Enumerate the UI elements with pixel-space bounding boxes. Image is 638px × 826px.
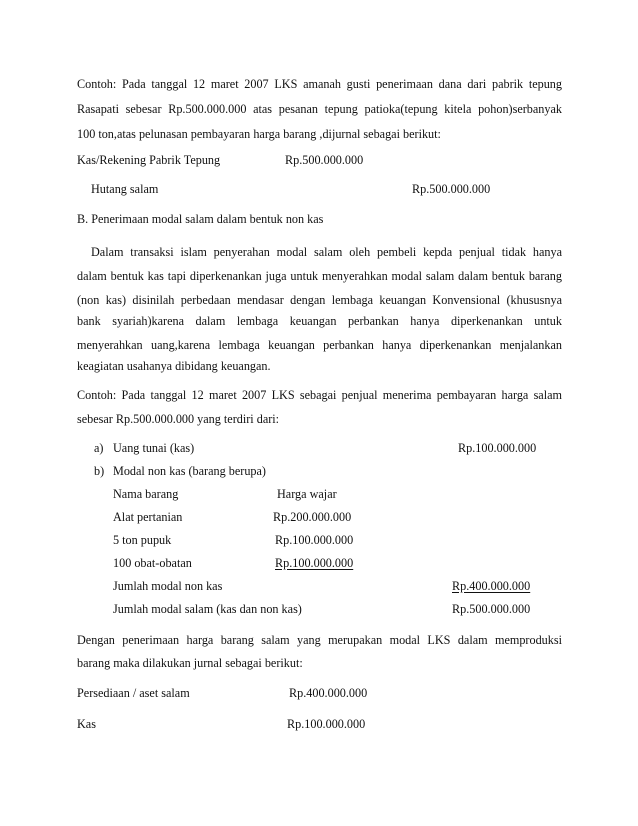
item-b-text: Modal non kas (barang berupa) <box>113 464 266 478</box>
total-salam-label: Jumlah modal salam (kas dan non kas) <box>113 602 302 616</box>
section-b-para-line: dalam bentuk kas tapi diperkenankan juga untuk menyerahkan modal salam dalam bentuk barang <box>77 269 562 283</box>
closing-line1: Dengan penerimaan harga barang salam yang merupakan modal LKS dalam memproduksi <box>77 633 562 647</box>
goods-row-value: Rp.200.000.000 <box>273 510 352 524</box>
item-a-label: a) <box>94 441 104 455</box>
section-b-para-line: Dalam transaksi islam penyerahan modal salam oleh pembeli kepda penjual tidak hanya <box>91 245 562 259</box>
jurnal2-row1-account: Persediaan / aset salam <box>77 686 190 700</box>
goods-row-name: 100 obat-obatan <box>113 556 192 570</box>
total-noncash-amount: Rp.400.000.000 <box>452 579 531 593</box>
section-b-para-line: (non kas) disinilah perbedaan mendasar dengan lembaga keuangan Konvensional (khususnya <box>77 293 562 307</box>
item-a-amount: Rp.100.000.000 <box>458 441 537 455</box>
jurnal2-row2-account: Kas <box>77 717 96 731</box>
item-a-text: Uang tunai (kas) <box>113 441 195 455</box>
jurnal1-debit-account: Kas/Rekening Pabrik Tepung <box>77 153 221 167</box>
jurnal1-debit-amount: Rp.500.000.000 <box>285 153 364 167</box>
total-salam-amount: Rp.500.000.000 <box>452 602 531 616</box>
contoh1-line3: 100 ton,atas pelunasan pembayaran harga barang ,dijurnal sebagai berikut: <box>77 127 441 141</box>
contoh1-line1: Contoh: Pada tanggal 12 maret 2007 LKS amanah gusti penerimaan dana dari pabrik tepung <box>77 77 562 91</box>
contoh2-line2: sebesar Rp.500.000.000 yang terdiri dari: <box>77 412 280 426</box>
jurnal2-row2-amount: Rp.100.000.000 <box>287 717 366 731</box>
jurnal1-credit-account: Hutang salam <box>91 182 159 196</box>
goods-row-value: Rp.100.000.000 <box>275 556 354 570</box>
goods-header-name: Nama barang <box>113 487 179 501</box>
contoh2-line1: Contoh: Pada tanggal 12 maret 2007 LKS sebagai penjual menerima pembayaran harga salam <box>77 388 562 402</box>
jurnal1-credit-amount: Rp.500.000.000 <box>412 182 491 196</box>
goods-row-value: Rp.100.000.000 <box>275 533 354 547</box>
goods-row-name: 5 ton pupuk <box>113 533 172 547</box>
goods-row-name: Alat pertanian <box>113 510 183 524</box>
total-noncash-label: Jumlah modal non kas <box>113 579 223 593</box>
section-b-para-line: bank syariah)karena dalam lembaga keuangan perbankan hanya diperkenankan untuk <box>77 314 562 328</box>
goods-header-value: Harga wajar <box>277 487 337 501</box>
section-b-heading: B. Penerimaan modal salam dalam bentuk non kas <box>77 212 324 226</box>
closing-line2: barang maka dilakukan jurnal sebagai berikut: <box>77 656 303 670</box>
jurnal2-row1-amount: Rp.400.000.000 <box>289 686 368 700</box>
contoh1-line2: Rasapati sebesar Rp.500.000.000 atas pesanan tepung patioka(tepung kitela pohon)serbanyak <box>77 102 562 116</box>
section-b-para-line: menyerahkan uang,karena lembaga keuangan perbankan hanya diperkenankan menjalankan <box>77 338 562 352</box>
section-b-para-line: keagiatan usahanya dibidang keuangan. <box>77 359 271 373</box>
item-b-label: b) <box>94 464 105 478</box>
